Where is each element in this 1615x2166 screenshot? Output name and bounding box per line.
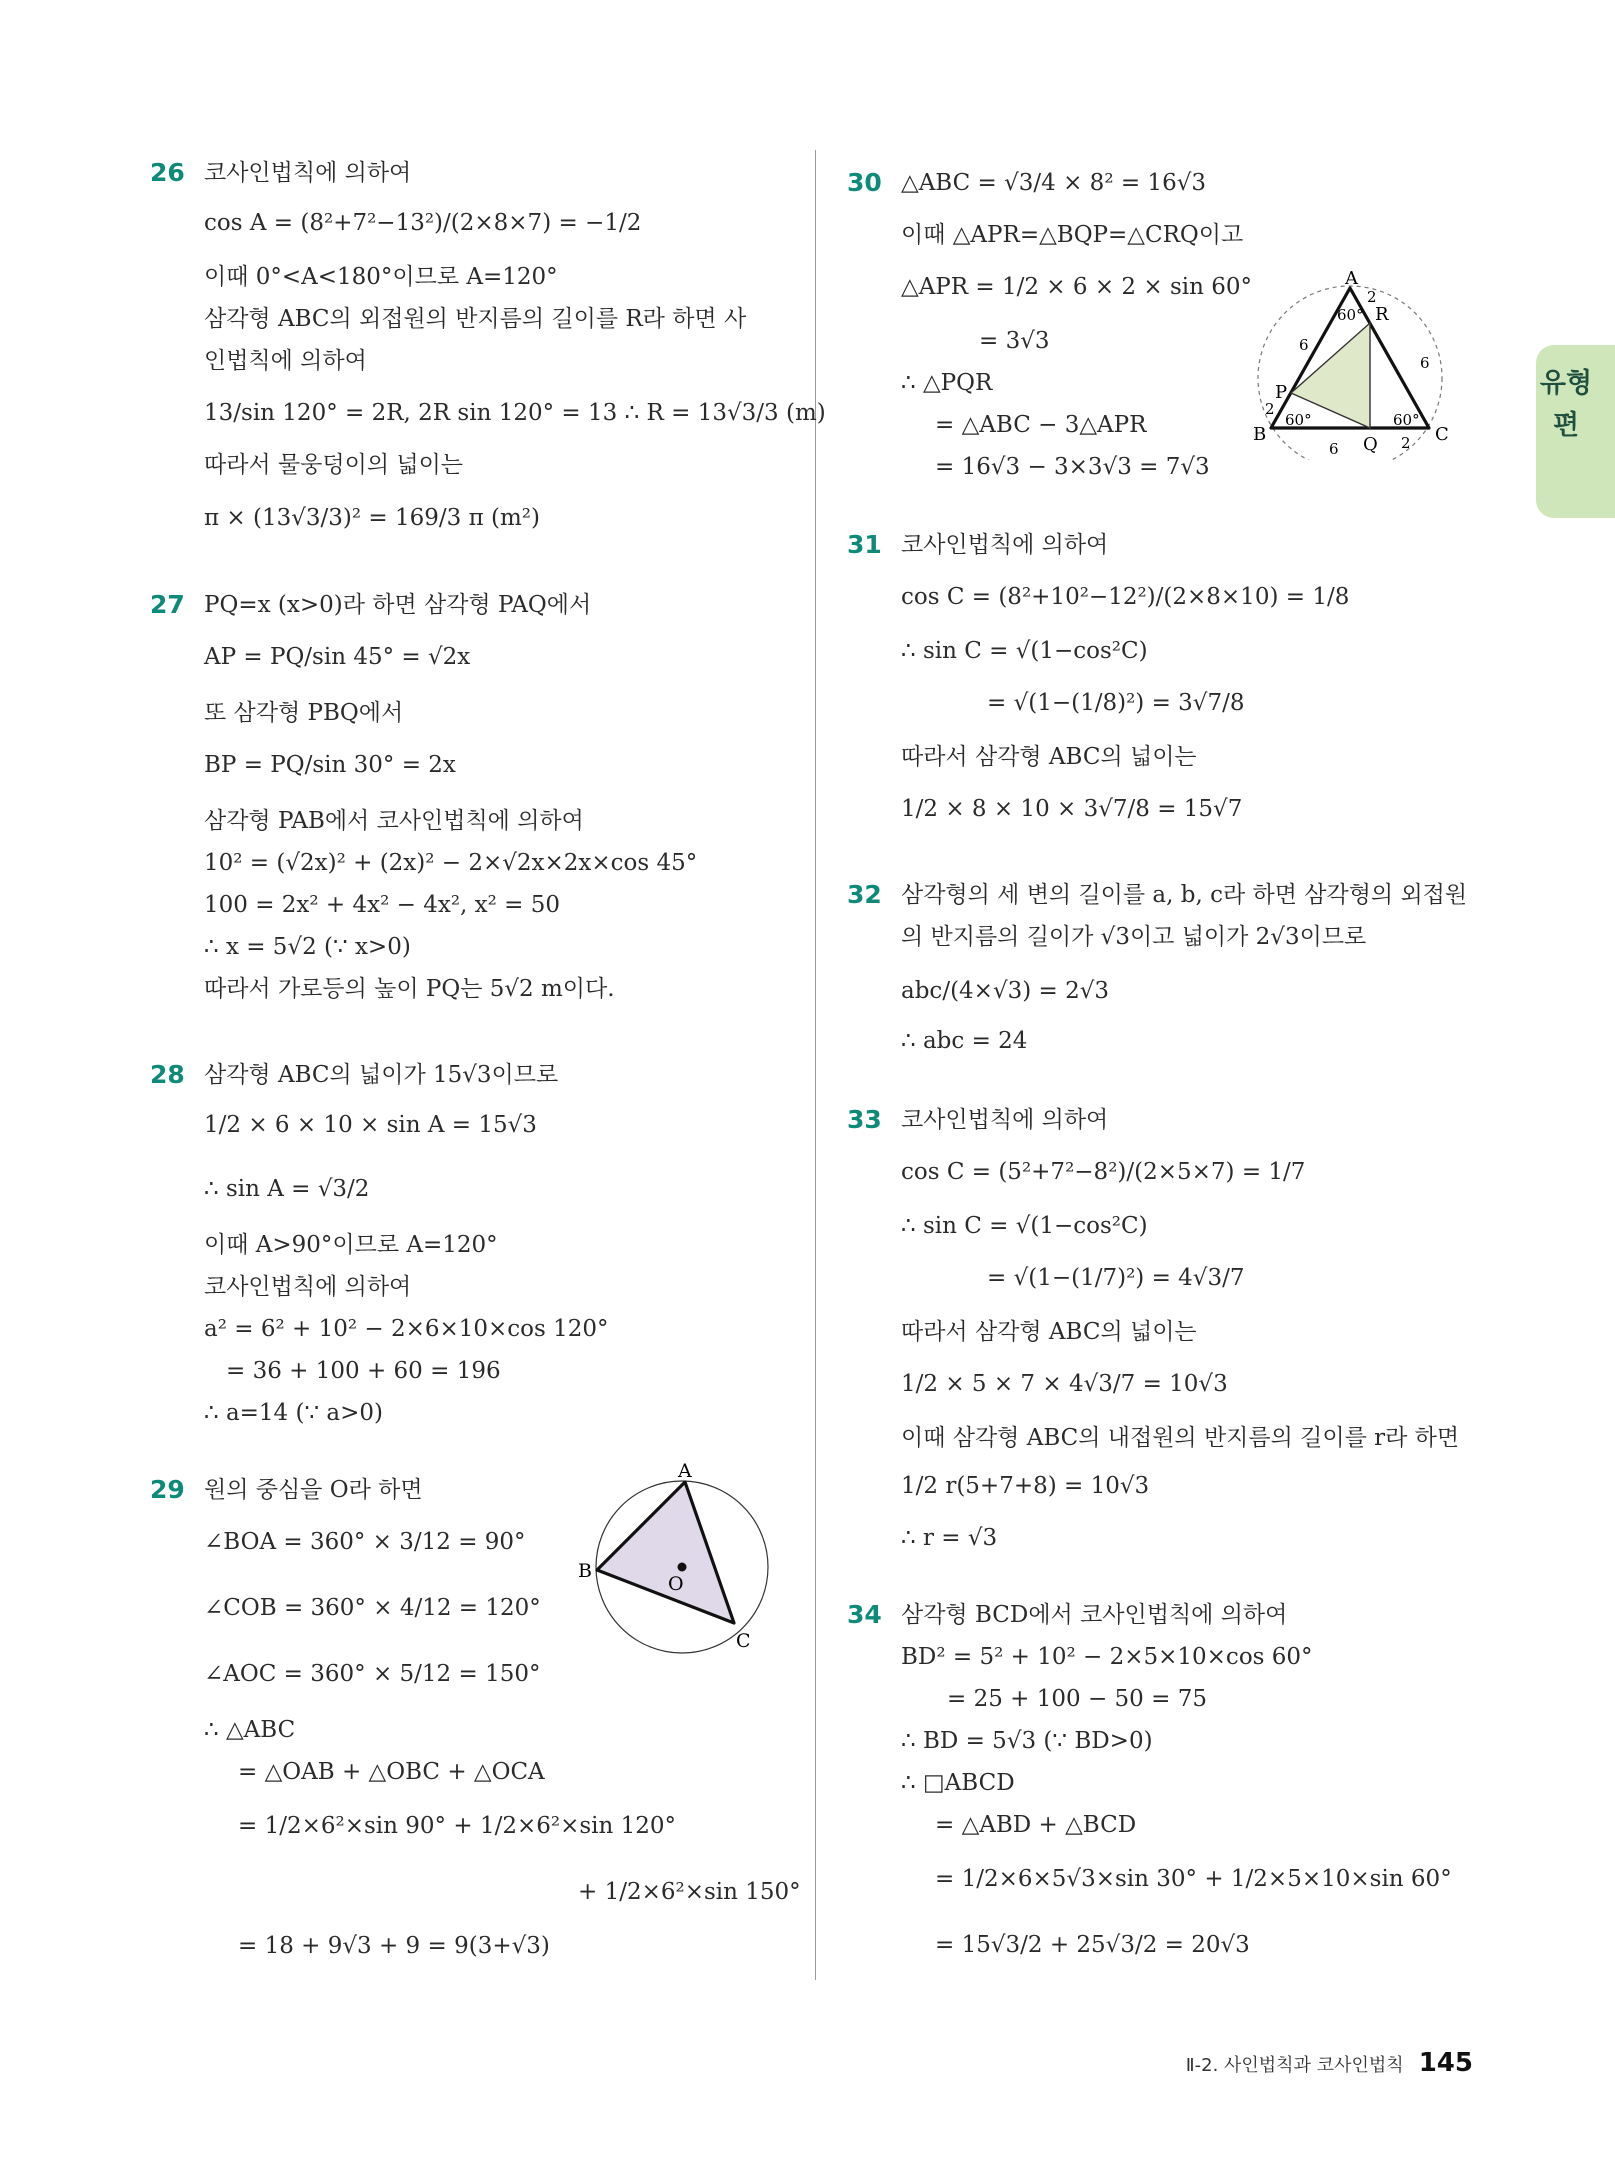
solution-line: 코사인법칙에 의하여 — [204, 160, 412, 186]
circle-triangle-figure — [570, 1461, 770, 1661]
solution-line: ∴ sin A = √3/2 — [204, 1176, 370, 1202]
angle-label-b: 60° — [1285, 411, 1312, 429]
label-q: Q — [1363, 434, 1378, 455]
solution-line: 삼각형의 세 변의 길이를 a, b, c라 하면 삼각형의 외접원 — [901, 882, 1468, 908]
problem-number: 30 — [847, 168, 882, 197]
solution-line: cos C = (8²+10²−12²)/(2×8×10) = 1/8 — [901, 584, 1350, 610]
solution-line: △APR = 1/2 × 6 × 2 × sin 60° — [901, 274, 1252, 300]
solution-line: = 16√3 − 3×3√3 = 7√3 — [935, 454, 1210, 480]
center-point — [678, 1563, 687, 1572]
angle-label-a: 60° — [1337, 306, 1364, 324]
solution-line: 1/2 × 6 × 10 × sin A = 15√3 — [204, 1112, 537, 1138]
solution-line: cos C = (5²+7²−8²)/(2×5×7) = 1/7 — [901, 1159, 1306, 1185]
footer-section-title: Ⅱ-2. 사인법칙과 코사인법칙 — [1185, 2055, 1404, 2076]
solution-line: 10² = (√2x)² + (2x)² − 2×√2x×2x×cos 45° — [204, 850, 698, 876]
solution-line: BP = PQ/sin 30° = 2x — [204, 752, 456, 778]
solution-line: ∴ x = 5√2 (∵ x>0) — [204, 934, 411, 960]
solution-line: = △ABC − 3△APR — [935, 412, 1147, 438]
label-a: A — [1345, 270, 1358, 289]
solution-line: 이때 0°<A<180°이므로 A=120° — [204, 264, 558, 290]
label-r: R — [1375, 304, 1389, 325]
problem-number: 33 — [847, 1105, 882, 1134]
solution-line: 의 반지름의 길이가 √3이고 넓이가 2√3이므로 — [901, 924, 1367, 950]
solution-line: 따라서 삼각형 ABC의 넓이는 — [901, 744, 1197, 770]
page-footer — [1186, 2048, 1473, 2078]
label-a: A — [678, 1461, 692, 1482]
solution-line: △ABC = √3/4 × 8² = 16√3 — [901, 170, 1206, 196]
page-number: 145 — [1418, 2048, 1473, 2078]
length-label: 6 — [1329, 440, 1339, 458]
solution-line: = 36 + 100 + 60 = 196 — [226, 1358, 501, 1384]
solution-line: 따라서 물웅덩이의 넓이는 — [204, 452, 464, 478]
solution-line: 또 삼각형 PBQ에서 — [204, 700, 404, 726]
solution-line: 삼각형 ABC의 외접원의 반지름의 길이를 R라 하면 사 — [204, 306, 747, 332]
solution-line: 코사인법칙에 의하여 — [901, 532, 1109, 558]
solution-line: ∴ □ABCD — [901, 1770, 1015, 1796]
solution-line: abc/(4×√3) = 2√3 — [901, 978, 1110, 1004]
solution-line: ∠BOA = 360° × 3/12 = 90° — [204, 1529, 526, 1555]
equilateral-triangle-figure — [1245, 270, 1465, 460]
solution-line: π × (13√3/3)² = 169/3 π (m²) — [204, 505, 541, 531]
solution-line: ∴ BD = 5√3 (∵ BD>0) — [901, 1728, 1153, 1754]
solution-line: PQ=x (x>0)라 하면 삼각형 PAQ에서 — [204, 592, 592, 618]
solution-line: ∴ a=14 (∵ a>0) — [204, 1400, 384, 1426]
solution-line: = √(1−(1/8)²) = 3√7/8 — [987, 690, 1245, 716]
length-label: 6 — [1420, 354, 1430, 372]
solution-line: = √(1−(1/7)²) = 4√3/7 — [987, 1265, 1245, 1291]
solution-line: 1/2 × 8 × 10 × 3√7/8 = 15√7 — [901, 796, 1243, 822]
problem-number: 31 — [847, 530, 882, 559]
solution-line: ∴ abc = 24 — [901, 1028, 1028, 1054]
solution-line: = 1/2×6²×sin 90° + 1/2×6²×sin 120° — [238, 1813, 677, 1839]
solution-line: = 3√3 — [979, 328, 1050, 354]
solution-line: 1/2 r(5+7+8) = 10√3 — [901, 1473, 1150, 1499]
label-o: O — [668, 1573, 684, 1595]
solution-line: ∴ △PQR — [901, 370, 993, 396]
solution-line: 인법칙에 의하여 — [204, 348, 367, 374]
solution-line: ∠COB = 360° × 4/12 = 120° — [204, 1595, 541, 1621]
length-label: 2 — [1401, 434, 1411, 452]
solution-line: a² = 6² + 10² − 2×6×10×cos 120° — [204, 1316, 609, 1342]
solution-line: 코사인법칙에 의하여 — [204, 1274, 412, 1300]
solution-line: 따라서 삼각형 ABC의 넓이는 — [901, 1319, 1197, 1345]
section-side-tab — [1536, 345, 1615, 518]
solution-line: = 18 + 9√3 + 9 = 9(3+√3) — [238, 1933, 550, 1959]
label-p: P — [1275, 382, 1288, 403]
solution-line: ∴ △ABC — [204, 1717, 296, 1743]
length-label: 2 — [1265, 400, 1275, 418]
label-b: B — [578, 1560, 592, 1582]
solution-line: ∴ sin C = √(1−cos²C) — [901, 638, 1148, 664]
label-c: C — [736, 1630, 751, 1652]
solution-line: + 1/2×6²×sin 150° — [578, 1879, 801, 1905]
side-tab-label: 유형편 — [1539, 368, 1593, 441]
solution-line: 13/sin 120° = 2R, 2R sin 120° = 13 ∴ R = 13√3/3 (m) — [204, 400, 826, 426]
solution-line: = 15√3/2 + 25√3/2 = 20√3 — [935, 1932, 1250, 1958]
solution-line: 1/2 × 5 × 7 × 4√3/7 = 10√3 — [901, 1371, 1228, 1397]
solution-line: 이때 A>90°이므로 A=120° — [204, 1232, 498, 1258]
solution-line: 원의 중심을 O라 하면 — [204, 1477, 423, 1503]
label-b: B — [1253, 424, 1267, 445]
triangle-abc — [597, 1482, 734, 1623]
solution-line: ∠AOC = 360° × 5/12 = 150° — [204, 1661, 541, 1687]
solution-line: 이때 △APR=△BQP=△CRQ이고 — [901, 222, 1244, 248]
solution-line: = 1/2×6×5√3×sin 30° + 1/2×5×10×sin 60° — [935, 1866, 1452, 1892]
solution-line: BD² = 5² + 10² − 2×5×10×cos 60° — [901, 1644, 1313, 1670]
solution-line: AP = PQ/sin 45° = √2x — [204, 644, 471, 670]
solution-line: = △ABD + △BCD — [935, 1812, 1137, 1838]
solution-line: = 25 + 100 − 50 = 75 — [947, 1686, 1207, 1712]
label-c: C — [1435, 424, 1449, 445]
problem-number: 28 — [150, 1060, 185, 1089]
problem-number: 34 — [847, 1600, 882, 1629]
solution-line: ∴ r = √3 — [901, 1525, 998, 1551]
solution-line: 삼각형 BCD에서 코사인법칙에 의하여 — [901, 1602, 1288, 1628]
problem-number: 26 — [150, 158, 185, 187]
solution-line: ∴ sin C = √(1−cos²C) — [901, 1213, 1148, 1239]
length-label: 6 — [1299, 336, 1309, 354]
solution-line: 삼각형 ABC의 넓이가 15√3이므로 — [204, 1062, 559, 1088]
solution-line: cos A = (8²+7²−13²)/(2×8×7) = −1/2 — [204, 210, 642, 236]
problem-number: 27 — [150, 590, 185, 619]
solution-line: 코사인법칙에 의하여 — [901, 1107, 1109, 1133]
solution-line: 이때 삼각형 ABC의 내접원의 반지름의 길이를 r라 하면 — [901, 1425, 1460, 1451]
length-label: 2 — [1367, 288, 1377, 306]
angle-label-c: 60° — [1393, 411, 1420, 429]
solution-line: 따라서 가로등의 높이 PQ는 5√2 m이다. — [204, 976, 615, 1002]
problem-number: 29 — [150, 1475, 185, 1504]
solution-line: = △OAB + △OBC + △OCA — [238, 1759, 545, 1785]
solution-line: 100 = 2x² + 4x² − 4x², x² = 50 — [204, 892, 561, 918]
solution-line: 삼각형 PAB에서 코사인법칙에 의하여 — [204, 808, 584, 834]
problem-number: 32 — [847, 880, 882, 909]
